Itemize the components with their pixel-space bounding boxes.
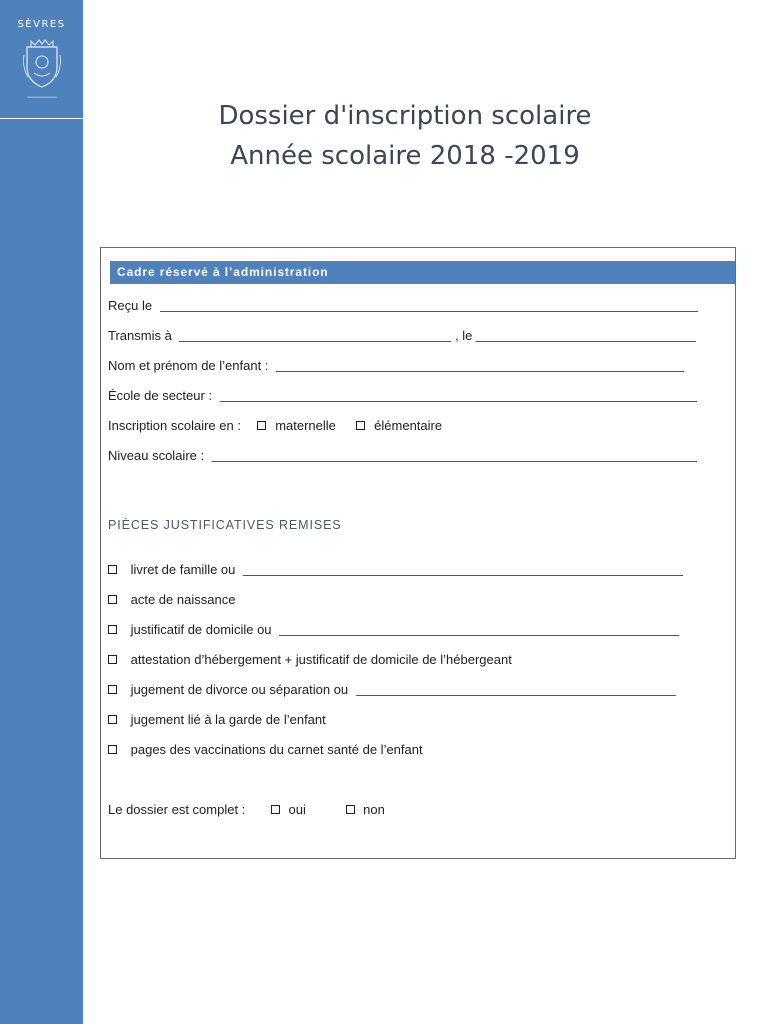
- ecole-field[interactable]: [220, 386, 697, 402]
- piece-item: [108, 620, 679, 640]
- ecole-row: [108, 386, 697, 406]
- niveau-label: Niveau scolaire :: [108, 448, 205, 463]
- nom-field[interactable]: [276, 356, 684, 372]
- piece-checkbox[interactable]: [108, 685, 117, 694]
- piece-checkbox[interactable]: [108, 595, 117, 604]
- oui-checkbox[interactable]: [271, 805, 280, 814]
- niveau-field[interactable]: [212, 446, 697, 462]
- piece-label: acte de naissance: [130, 592, 236, 607]
- recu-label: Reçu le: [108, 298, 153, 313]
- piece-label: jugement lié à la garde de l’enfant: [130, 712, 326, 727]
- ecole-label: École de secteur :: [108, 388, 213, 403]
- piece-checkbox[interactable]: [108, 565, 117, 574]
- non-label: non: [363, 802, 385, 817]
- complet-label: Le dossier est complet :: [108, 802, 246, 817]
- non-checkbox[interactable]: [346, 805, 355, 814]
- piece-field[interactable]: [356, 680, 676, 696]
- recu-row: [108, 296, 698, 316]
- complet-row: [108, 800, 385, 820]
- niveau-row: [108, 446, 697, 466]
- transmis-label: Transmis à: [108, 328, 172, 343]
- piece-checkbox[interactable]: [108, 655, 117, 664]
- recu-field[interactable]: [160, 296, 698, 312]
- piece-field[interactable]: [279, 620, 679, 636]
- page-title: Dossier d'inscription scolaire: [218, 101, 592, 131]
- piece-item: [108, 680, 676, 700]
- nom-label: Nom et prénom de l’enfant :: [108, 358, 269, 373]
- city-crest-icon: [22, 37, 62, 89]
- transmis-row: [108, 326, 696, 346]
- piece-checkbox[interactable]: [108, 625, 117, 634]
- piece-item: [108, 650, 512, 670]
- page-subtitle: Année scolaire 2018 -2019: [230, 141, 580, 171]
- inscription-row: [108, 416, 442, 436]
- piece-label: attestation d’hébergement + justificatif de domicile de l’hébergeant: [130, 652, 512, 667]
- piece-checkbox[interactable]: [108, 715, 117, 724]
- maternelle-label: maternelle: [275, 418, 336, 433]
- maternelle-checkbox[interactable]: [257, 421, 266, 430]
- nom-row: [108, 356, 684, 376]
- piece-item: [108, 710, 326, 730]
- le-label: , le: [455, 328, 473, 343]
- piece-label: pages des vaccinations du carnet santé de l’enfant: [130, 742, 423, 757]
- sidebar-divider: [0, 118, 83, 119]
- inscription-label: Inscription scolaire en :: [108, 418, 241, 433]
- piece-field[interactable]: [243, 560, 683, 576]
- piece-label: justificatif de domicile ou: [130, 622, 272, 637]
- city-name: SÈVRES: [17, 19, 66, 30]
- transmis-field[interactable]: [179, 326, 451, 342]
- piece-item: [108, 560, 683, 580]
- sidebar: [0, 0, 83, 1024]
- elementaire-label: élémentaire: [374, 418, 443, 433]
- city-motto-mark: [0, 96, 83, 99]
- piece-label: livret de famille ou: [130, 562, 236, 577]
- admin-header: Cadre réservé à l’administration: [110, 261, 735, 284]
- piece-label: jugement de divorce ou séparation ou: [130, 682, 349, 697]
- oui-label: oui: [288, 802, 306, 817]
- piece-checkbox[interactable]: [108, 745, 117, 754]
- transmis-date-field[interactable]: [476, 326, 696, 342]
- piece-item: [108, 740, 423, 760]
- pieces-section-title: PIÈCES JUSTIFICATIVES REMISES: [108, 518, 342, 532]
- piece-item: [108, 590, 235, 610]
- elementaire-checkbox[interactable]: [356, 421, 365, 430]
